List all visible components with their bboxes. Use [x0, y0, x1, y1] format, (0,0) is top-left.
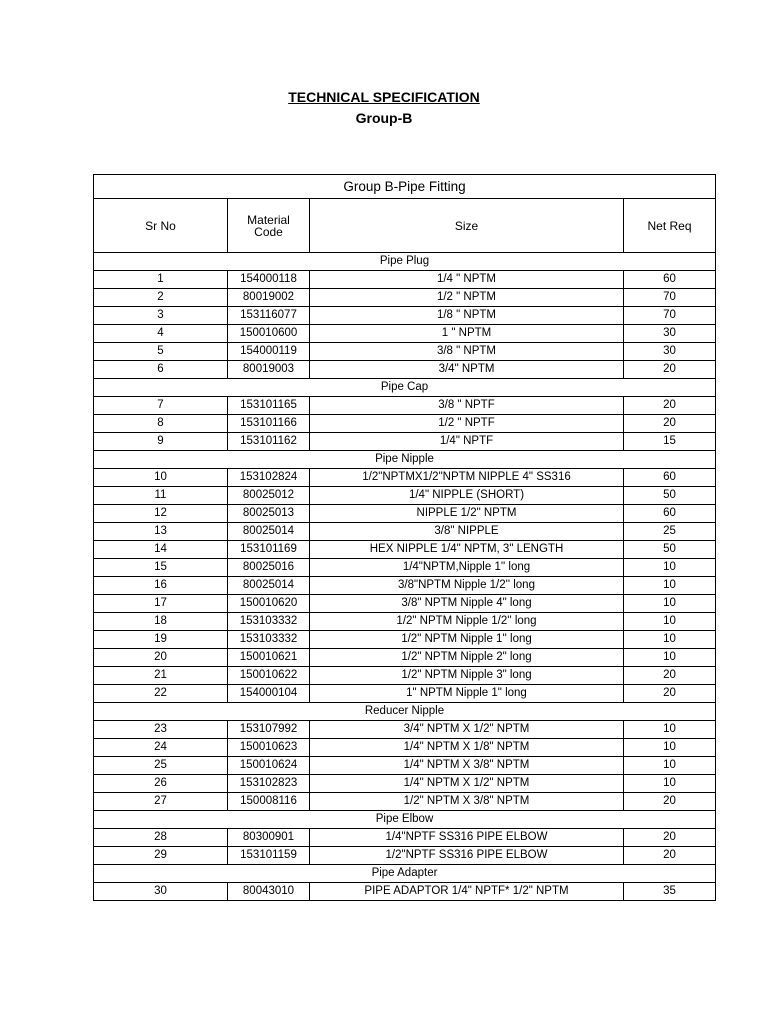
table-row [94, 829, 716, 847]
table-row [94, 325, 716, 343]
cell-sr-no: 6 [94, 361, 228, 379]
document-title [0, 89, 768, 105]
table-row [94, 613, 716, 631]
cell-material-code: 153102823 [228, 775, 310, 793]
table-row [94, 577, 716, 595]
cell-net-req: 10 [624, 577, 716, 595]
cell-net-req: 20 [624, 847, 716, 865]
cell-size: 1 " NPTM [310, 325, 624, 343]
cell-size: PIPE ADAPTOR 1/4" NPTF* 1/2" NPTM [310, 883, 624, 901]
cell-size: NIPPLE 1/2" NPTM [310, 505, 624, 523]
cell-sr-no: 30 [94, 883, 228, 901]
table-row [94, 595, 716, 613]
cell-sr-no: 7 [94, 397, 228, 415]
group-label: Reducer Nipple [94, 703, 716, 721]
table-row [94, 775, 716, 793]
table-row [94, 397, 716, 415]
cell-size: 1/2" NPTM X 3/8" NPTM [310, 793, 624, 811]
cell-net-req: 20 [624, 397, 716, 415]
cell-net-req: 20 [624, 829, 716, 847]
cell-sr-no: 29 [94, 847, 228, 865]
cell-net-req: 10 [624, 613, 716, 631]
cell-net-req: 20 [624, 415, 716, 433]
cell-net-req: 60 [624, 271, 716, 289]
cell-material-code: 154000118 [228, 271, 310, 289]
cell-sr-no: 28 [94, 829, 228, 847]
cell-material-code: 153103332 [228, 631, 310, 649]
header-net-req: Net Req [624, 199, 716, 253]
cell-sr-no: 26 [94, 775, 228, 793]
cell-sr-no: 15 [94, 559, 228, 577]
cell-material-code: 150010620 [228, 595, 310, 613]
document-title-text: TECHNICAL SPECIFICATION [288, 89, 480, 105]
cell-sr-no: 3 [94, 307, 228, 325]
cell-sr-no: 2 [94, 289, 228, 307]
table-row [94, 721, 716, 739]
cell-net-req: 20 [624, 685, 716, 703]
cell-material-code: 153103332 [228, 613, 310, 631]
cell-sr-no: 11 [94, 487, 228, 505]
cell-net-req: 10 [624, 757, 716, 775]
table-row [94, 883, 716, 901]
cell-material-code: 80019003 [228, 361, 310, 379]
cell-net-req: 60 [624, 469, 716, 487]
cell-size: 1" NPTM Nipple 1" long [310, 685, 624, 703]
table-row [94, 667, 716, 685]
cell-material-code: 80300901 [228, 829, 310, 847]
table-row [94, 415, 716, 433]
cell-size: 3/4" NPTM [310, 361, 624, 379]
cell-size: 1/2 " NPTF [310, 415, 624, 433]
table-row [94, 433, 716, 451]
header-size: Size [310, 199, 624, 253]
cell-net-req: 10 [624, 739, 716, 757]
cell-sr-no: 20 [94, 649, 228, 667]
cell-net-req: 20 [624, 793, 716, 811]
cell-material-code: 150010621 [228, 649, 310, 667]
cell-sr-no: 4 [94, 325, 228, 343]
cell-size: 3/8" NPTM Nipple 4" long [310, 595, 624, 613]
table-caption: Group B-Pipe Fitting [94, 175, 716, 199]
table-body [94, 253, 716, 901]
table-row [94, 847, 716, 865]
header-material-code-text: Material Code [247, 212, 290, 239]
table-row [94, 685, 716, 703]
table-row [94, 793, 716, 811]
group-row [94, 379, 716, 397]
cell-sr-no: 24 [94, 739, 228, 757]
cell-net-req: 35 [624, 883, 716, 901]
cell-size: 1/2" NPTM Nipple 2" long [310, 649, 624, 667]
cell-sr-no: 17 [94, 595, 228, 613]
cell-material-code: 153101159 [228, 847, 310, 865]
cell-material-code: 80019002 [228, 289, 310, 307]
cell-size: 1/4 " NPTM [310, 271, 624, 289]
cell-size: 3/4" NPTM X 1/2" NPTM [310, 721, 624, 739]
table-row [94, 559, 716, 577]
cell-size: 1/4"NPTF SS316 PIPE ELBOW [310, 829, 624, 847]
cell-net-req: 50 [624, 541, 716, 559]
cell-net-req: 70 [624, 289, 716, 307]
group-row [94, 811, 716, 829]
cell-net-req: 20 [624, 667, 716, 685]
table-row [94, 631, 716, 649]
cell-material-code: 153102824 [228, 469, 310, 487]
table-row [94, 307, 716, 325]
table-row [94, 289, 716, 307]
cell-net-req: 30 [624, 325, 716, 343]
table-row [94, 541, 716, 559]
cell-material-code: 150010600 [228, 325, 310, 343]
table-row [94, 361, 716, 379]
cell-sr-no: 12 [94, 505, 228, 523]
cell-material-code: 153101169 [228, 541, 310, 559]
table-row [94, 649, 716, 667]
header-sr-no: Sr No [94, 199, 228, 253]
cell-size: 1/8 " NPTM [310, 307, 624, 325]
group-label: Pipe Cap [94, 379, 716, 397]
cell-net-req: 10 [624, 775, 716, 793]
cell-material-code: 80025016 [228, 559, 310, 577]
group-label: Pipe Nipple [94, 451, 716, 469]
table-row [94, 505, 716, 523]
cell-sr-no: 5 [94, 343, 228, 361]
group-row [94, 253, 716, 271]
table-row [94, 343, 716, 361]
cell-material-code: 153101165 [228, 397, 310, 415]
cell-size: 3/8" NIPPLE [310, 523, 624, 541]
header-material-code [228, 199, 310, 253]
cell-sr-no: 23 [94, 721, 228, 739]
cell-material-code: 80025014 [228, 523, 310, 541]
cell-size: 3/8 " NPTF [310, 397, 624, 415]
cell-size: 1/2 " NPTM [310, 289, 624, 307]
cell-size: 3/8"NPTM Nipple 1/2'' long [310, 577, 624, 595]
table-row [94, 757, 716, 775]
cell-size: 1/2"NPTMX1/2"NPTM NIPPLE 4" SS316 [310, 469, 624, 487]
cell-size: 1/4" NPTM X 3/8" NPTM [310, 757, 624, 775]
cell-sr-no: 14 [94, 541, 228, 559]
cell-sr-no: 21 [94, 667, 228, 685]
cell-sr-no: 8 [94, 415, 228, 433]
cell-material-code: 153101162 [228, 433, 310, 451]
table-row [94, 271, 716, 289]
cell-material-code: 150010622 [228, 667, 310, 685]
cell-net-req: 10 [624, 649, 716, 667]
pipe-fitting-table [93, 174, 716, 901]
cell-net-req: 60 [624, 505, 716, 523]
group-row [94, 703, 716, 721]
cell-sr-no: 22 [94, 685, 228, 703]
cell-material-code: 154000119 [228, 343, 310, 361]
table-caption-row [94, 175, 716, 199]
group-label: Pipe Adapter [94, 865, 716, 883]
table-row [94, 739, 716, 757]
cell-material-code: 150010624 [228, 757, 310, 775]
cell-net-req: 50 [624, 487, 716, 505]
cell-size: 1/4" NIPPLE (SHORT) [310, 487, 624, 505]
cell-size: 1/2" NPTM Nipple 1/2'' long [310, 613, 624, 631]
cell-material-code: 153101166 [228, 415, 310, 433]
cell-material-code: 80025012 [228, 487, 310, 505]
cell-net-req: 15 [624, 433, 716, 451]
cell-material-code: 80043010 [228, 883, 310, 901]
group-row [94, 865, 716, 883]
table-row [94, 487, 716, 505]
group-label: Pipe Plug [94, 253, 716, 271]
cell-net-req: 20 [624, 361, 716, 379]
table-header-row [94, 199, 716, 253]
cell-material-code: 80025013 [228, 505, 310, 523]
cell-net-req: 10 [624, 559, 716, 577]
cell-sr-no: 25 [94, 757, 228, 775]
table-row [94, 523, 716, 541]
cell-net-req: 70 [624, 307, 716, 325]
cell-net-req: 10 [624, 631, 716, 649]
cell-net-req: 30 [624, 343, 716, 361]
cell-sr-no: 9 [94, 433, 228, 451]
cell-size: 1/2" NPTM Nipple 3" long [310, 667, 624, 685]
group-row [94, 451, 716, 469]
cell-sr-no: 27 [94, 793, 228, 811]
document-subtitle: Group-B [355, 110, 413, 126]
cell-size: 1/4" NPTF [310, 433, 624, 451]
cell-material-code: 80025014 [228, 577, 310, 595]
cell-material-code: 150010623 [228, 739, 310, 757]
cell-size: 1/2"NPTF SS316 PIPE ELBOW [310, 847, 624, 865]
cell-material-code: 153107992 [228, 721, 310, 739]
cell-size: 1/2" NPTM Nipple 1'' long [310, 631, 624, 649]
cell-sr-no: 16 [94, 577, 228, 595]
cell-sr-no: 18 [94, 613, 228, 631]
cell-material-code: 153116077 [228, 307, 310, 325]
cell-net-req: 25 [624, 523, 716, 541]
table-row [94, 469, 716, 487]
cell-sr-no: 10 [94, 469, 228, 487]
cell-size: 1/4"NPTM,Nipple 1'' long [310, 559, 624, 577]
cell-material-code: 154000104 [228, 685, 310, 703]
cell-net-req: 10 [624, 595, 716, 613]
cell-net-req: 10 [624, 721, 716, 739]
cell-sr-no: 13 [94, 523, 228, 541]
cell-size: HEX NIPPLE 1/4" NPTM, 3" LENGTH [310, 541, 624, 559]
cell-sr-no: 1 [94, 271, 228, 289]
cell-material-code: 150008116 [228, 793, 310, 811]
cell-size: 1/4" NPTM X 1/8" NPTM [310, 739, 624, 757]
cell-size: 1/4" NPTM X 1/2" NPTM [310, 775, 624, 793]
group-label: Pipe Elbow [94, 811, 716, 829]
cell-sr-no: 19 [94, 631, 228, 649]
cell-size: 3/8 " NPTM [310, 343, 624, 361]
